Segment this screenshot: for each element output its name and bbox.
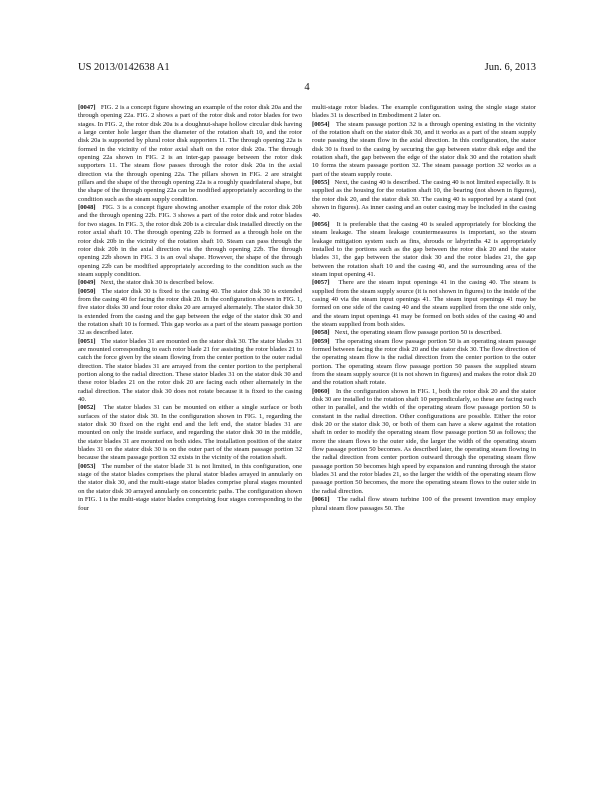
paragraph-number: [0053] <box>78 462 96 470</box>
paragraph-text: The steam passage portion 32 is a through opening existing in the vicinity of the rotation shaft on the stator disk 30, and it works as a part of the steam supply route passing the steam flow in the axial direction. In this configuration, the stator disk 30 is fixed to the casing by securing the gap between stator disk edge and the rotation shaft, the gap between the edge of the stator disk 30 and the rotation shaft 10 forms the steam passage portion 32. The steam passage portion 32 works as a part of the steam supply route. <box>312 120 536 178</box>
paragraph-text: FIG. 2 is a concept figure showing an example of the rotor disk 20a and the through opening 22a. FIG. 2 shows a part of the rotor disk and rotor blades for two stages. In FIG. 2, the rotor disk 20a is a doughnut-shape hollow circular disk having a large center hole larger than the diameter of the rotation shaft 10, and the rotor disk 20a is supported by plural rotor disk supporters 11. The through opening 22a is formed in the vicinity of the rotor axial shaft on the rotor disk 20a. The through opening 22a shown in FIG. 2 is an inter-gap passage between the rotor disk supporters 11. The steam flow passes through the rotor disk 20a in the axial direction via the through opening 22a. The pillars shown in FIG. 2 are straight pillars and the shape of the through opening 22a is a roughly quadrilateral shape, but the shape of the through opening 22a can be modified appropriately according to the condition such as the steam supply condition. <box>78 104 302 203</box>
paragraph <box>312 338 536 388</box>
paragraph <box>78 463 302 513</box>
paragraph-text: The number of the stator blade 31 is not limited, in this configuration, one stage of the stator blades comprises the plural stator blades arrayed in annularly on the stator disk 30, and the multi-stage stator blades comprise plural stages mounted on the stator disk 30 arrayed annularly on concentric paths. The configuration shown in FIG. 1 is the multi-stage stator blades comprising four stages corresponding to the four <box>78 462 302 512</box>
left-column <box>78 104 302 513</box>
paragraph <box>78 404 302 462</box>
paragraph-text: The operating steam flow passage portion 50 is an operating steam passage formed between facing the rotor disk 20 and the stator disk 30. The flow direction of the operating steam flow is the radial direction from the center portion to the outer portion. The operating steam flow passage portion 50 passes the supplied steam from the steam supply source (it is not shown in figures) and makes the rotor disk 20 and the rotation shaft rotate. <box>312 337 536 387</box>
paragraph-text: The stator disk 30 is fixed to the casing 40. The stator disk 30 is extended from the casing 40 for facing the rotor disk 20. In the configuration shown in FIG. 1, five stator disks 30 and four rotor disks 20 are arrayed alternately. The stator disk 30 is extended from the casing and the gap between the edge of the stator disk 30 and the rotation shaft 10 is formed. This gap works as a part of the steam passage portion 32 as described later. <box>78 287 302 337</box>
paragraph <box>312 121 536 179</box>
paragraph-text: There are the steam input openings 41 in the casing 40. The steam is supplied from the steam supply source (it is not shown in figures) to the inside of the casing 40 via the steam input openings 41. The steam input openings 41 may be formed on one side of the casing 40 and the steam supplied from the one side only, and the steam input openings 41 may be formed on both sides of the casing 40 and the steam supplied from both sides. <box>312 279 536 328</box>
paragraph-number: [0058] <box>312 329 330 337</box>
paragraph-number: [0050] <box>78 287 96 295</box>
paragraph-text: Next, the operating steam flow passage portion 50 is described. <box>334 329 502 337</box>
paragraph-number: [0060] <box>312 387 330 395</box>
paragraph-number: [0056] <box>312 220 330 228</box>
paragraph <box>78 288 302 338</box>
paragraph-number: [0054] <box>312 120 330 128</box>
paragraph <box>78 104 302 204</box>
paragraph-text: The stator blades 31 can be mounted on either a single surface or both surfaces of the stator disk 30. In the configuration shown in FIG. 1, regarding the stator disk 30 fixed on the right end and the left end, the stator blades 31 are mounted on only the inside surface, and regarding the stator disk 30 in the middle, the stator blades 31 are mounted on both sides. The installation position of the stator blades 31 on the stator disk 30 is on the outer part of the steam passage portion 32 because the steam passage portion 32 exists in the vicinity of the rotation shaft. <box>78 404 302 462</box>
publication-number: US 2013/0142638 A1 <box>78 62 170 73</box>
paragraph <box>78 338 302 405</box>
paragraph <box>78 204 302 279</box>
paragraph <box>312 388 536 496</box>
paragraph <box>312 221 536 279</box>
paragraph-number: [0061] <box>312 496 330 504</box>
paragraph-number: [0057] <box>312 279 330 287</box>
paragraph-text: multi-stage rotor blades. The example configuration using the single stage stator blades 31 is described in Embodiment 2 later on. <box>312 104 536 120</box>
paragraph-text: The stator blades 31 are mounted on the stator disk 30. The stator blades 31 are mounted corresponding to each rotor blade 21 for assisting the rotor blades 21 to catch the force given by the steam flowing from the center portion to the outer radial direction. The stator blades 31 are arrayed from the center portion to the peripheral portion along to the radial direction. These stator blades 31 on the stator disk 30 and these rotor blades 21 on the rotor disk 20 are facing each other alternately in the radial direction. The stator disk 30 does not rotate because it is fixed to the casing 40. <box>78 337 302 404</box>
paragraph-number: [0051] <box>78 337 96 345</box>
paragraph <box>312 279 536 329</box>
paragraph <box>312 329 536 337</box>
paragraph <box>78 279 302 287</box>
page-number: 4 <box>304 82 310 93</box>
paragraph-text: In the configuration shown in FIG. 1, both the rotor disk 20 and the stator disk 30 are installed to the rotation shaft 10 perpendicularly, so these are facing each other in parallel, and the width of the operating steam flow passage portion 50 is constant in the radial direction. Other configurations are possible. Either the rotor disk 20 or the stator disk 30, or both of them can have a skew against the rotation shaft in order to modify the operating steam flow passage portion 50 as follows; the more the steam flows to the outer side, the larger the width of the operating steam flow passage portion 50 becomes. As described later, the operating steam flowing in the radial direction from center portion outward through the operating steam flow passage portion 50 becomes high speed by expansion and running through the stator blades 31 and the rotor blades 21, so the larger the width of the operating steam flow passage portion 50 becomes, the more the operating steam flows to the outer side in the radial direction. <box>312 387 536 495</box>
paragraph-number: [0047] <box>78 104 96 111</box>
right-column <box>312 104 536 513</box>
paragraph-number: [0049] <box>78 279 96 287</box>
paragraph-number: [0059] <box>312 337 330 345</box>
paragraph-text: FIG. 3 is a concept figure showing another example of the rotor disk 20b and the through opening 22b. FIG. 3 shows a part of the rotor disk and rotor blades for two stages. In FIG. 3, the rotor disk 20b is a circular disk installed directly on the rotor axial shaft 10. The through opening 22b is formed as a through hole on the rotor disk 20b in the vicinity of the rotation shaft 10. Steam can pass through the rotor disk 20b in the axial direction via the through opening 22b. The through opening 22b shown in FIG. 3 is an oval shape. However, the shape of the through opening 22b can be modified appropriately according to the condition such as the steam supply condition. <box>78 204 302 278</box>
paragraph-text: Next, the casing 40 is described. The casing 40 is not limited especially. It is supplied as the housing for the rotation shaft 10, the bearing (not shown in figures), the rotor disk 20, and the stator disk 30. The casing 40 is supported by a stand (not shown in figures). As inner casing and an outer casing may be included in the casing 40. <box>312 179 536 220</box>
paragraph <box>312 179 536 221</box>
paragraph-number: [0055] <box>312 179 330 187</box>
publication-date: Jun. 6, 2013 <box>484 62 536 73</box>
paragraph-text: Next, the stator disk 30 is described below. <box>100 279 214 287</box>
paragraph-number: [0048] <box>78 204 96 212</box>
paragraph <box>312 104 536 121</box>
paragraph-text: It is preferable that the casing 40 is sealed appropriately for blocking the steam leakage. The steam leakage countermeasures is important, so the steam leakage mitigation system such as fins, shrouds or labyrinths 42 is appropriately installed to the portions such as the gap between the rotor disk 20 and the stator blades 31, the gap between the stator disk 30 and the rotor blades 21, the gap between the rotation shaft 10 and the casing 40, and the surrounding area of the steam input opening 41. <box>312 220 536 278</box>
paragraph-text: The radial flow steam turbine 100 of the present invention may employ plural steam flow passages 50. The <box>312 496 536 512</box>
paragraph-number: [0052] <box>78 404 96 412</box>
paragraph <box>312 496 536 513</box>
